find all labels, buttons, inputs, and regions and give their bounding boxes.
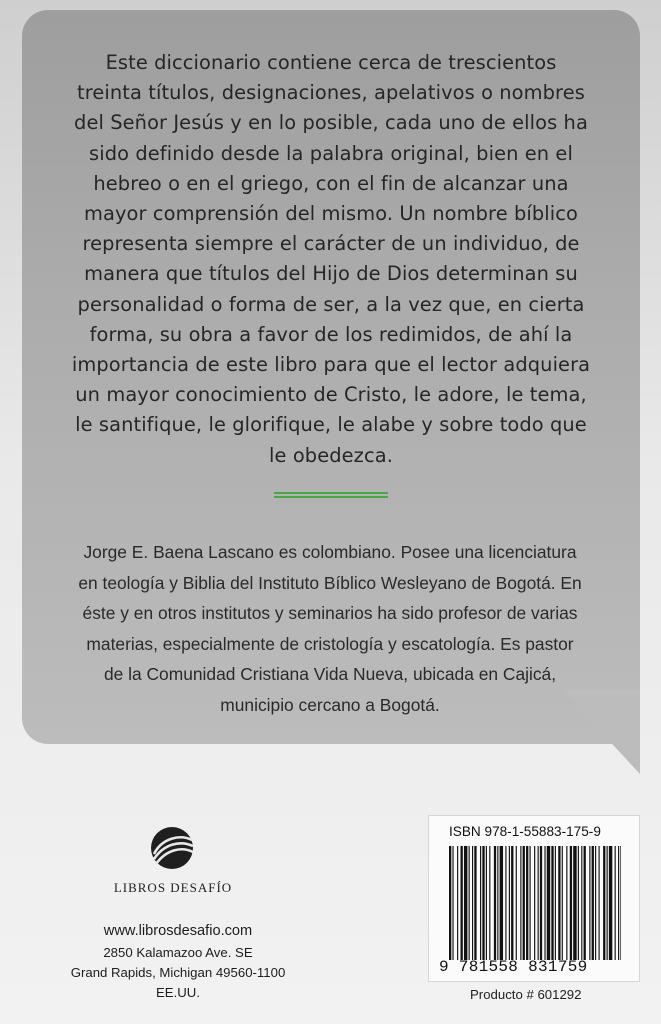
barcode-stripe	[482, 846, 484, 960]
barcode-stripe	[592, 846, 594, 960]
description-line: importancia de este libro para que el lector adquiera	[71, 353, 591, 377]
barcode-stripe	[570, 846, 572, 960]
barcode-stripe	[530, 846, 531, 960]
barcode-stripe	[534, 846, 535, 960]
address-line: EE.UU.	[156, 985, 200, 1000]
publisher-name: LIBROS DESAFÍO	[113, 880, 233, 895]
publisher-logo-icon	[148, 824, 196, 872]
description-line: hebreo o en el griego, con el fin de alcanzar una	[93, 171, 569, 195]
author-bio	[40, 537, 620, 721]
barcode-stripe	[474, 846, 476, 960]
barcode-stripe	[540, 846, 542, 960]
description-line: manera que títulos del Hijo de Dios determinan su	[84, 262, 578, 286]
barcode-stripe	[581, 846, 582, 960]
barcode-stripe	[618, 846, 619, 960]
barcode-stripe	[544, 846, 545, 960]
barcode-stripe	[595, 846, 596, 960]
barcode-stripe	[562, 846, 563, 960]
book-description	[44, 48, 618, 471]
description-line: mayor comprensión del mismo. Un nombre bíblico	[84, 202, 578, 226]
barcode-stripe	[607, 846, 608, 960]
barcode-stripe	[603, 846, 605, 960]
barcode-stripe	[464, 846, 467, 960]
divider-rule	[274, 496, 388, 498]
isbn-text: ISBN 978-1-55883-175-9	[449, 824, 601, 839]
description-line: forma, su obra a favor de los redimidos, de ahí la	[89, 322, 573, 346]
barcode-stripe	[566, 846, 567, 960]
barcode-stripe	[469, 846, 470, 960]
bio-line: Jorge E. Baena Lascano es colombiano. Posee una licenciatura	[83, 542, 577, 562]
barcode-digits: 9 781558 831759	[439, 958, 588, 976]
bio-line: municipio cercano a Bogotá.	[220, 694, 440, 715]
description-line: le obedezca.	[269, 443, 393, 467]
barcode-stripe	[480, 846, 481, 960]
barcode-icon	[449, 846, 621, 960]
barcode-stripe	[599, 846, 600, 960]
barcode-stripe	[523, 846, 525, 960]
barcode-stripe	[449, 846, 451, 960]
divider-rule	[274, 492, 388, 494]
barcode-stripe	[497, 846, 498, 960]
barcode-stripe	[551, 846, 553, 960]
description-line: le santifique, le glorifique, le alabe y sobre todo que	[75, 413, 587, 437]
barcode-stripe	[609, 846, 612, 960]
barcode-stripe	[505, 846, 506, 960]
barcode-stripe	[486, 846, 487, 960]
bio-line: en teología y Biblia del Instituto Bíblico Wesleyano de Bogotá. En	[78, 572, 582, 593]
barcode-stripe	[520, 846, 521, 960]
barcode-stripe	[494, 846, 496, 960]
address-line: 2850 Kalamazoo Ave. SE	[103, 945, 253, 960]
barcode-stripe	[620, 846, 621, 960]
barcode-stripe	[547, 846, 550, 960]
barcode-stripe	[558, 846, 560, 960]
barcode-stripe	[457, 846, 458, 960]
barcode-stripe	[509, 846, 510, 960]
publisher-address	[48, 921, 308, 1003]
bio-line: de la Comunidad Cristiana Vida Nueva, ubicada en Cajicá,	[103, 664, 557, 685]
barcode-stripe	[578, 846, 579, 960]
section-divider	[274, 492, 388, 502]
description-line: un mayor conocimiento de Cristo, le adore, le tema,	[75, 383, 587, 407]
bio-line: materias, especialmente de cristología y escatología. Es pastor	[86, 633, 574, 654]
description-line: del Señor Jesús y en lo posible, cada uno de ellos ha	[74, 111, 588, 135]
description-line: sido definido desde la palabra original, bien en el	[89, 141, 573, 165]
barcode-stripe	[589, 846, 590, 960]
barcode-stripe	[472, 846, 473, 960]
barcode-stripe	[538, 846, 539, 960]
barcode-stripe	[461, 846, 463, 960]
barcode-stripe	[489, 846, 490, 960]
barcode-stripe	[584, 846, 586, 960]
address-line: Grand Rapids, Michigan 49560-1100	[70, 965, 286, 980]
barcode-label	[428, 815, 640, 982]
description-line: representa siempre el carácter de un individuo, de	[82, 232, 580, 256]
barcode-stripe	[573, 846, 576, 960]
barcode-stripe	[555, 846, 556, 960]
barcode-stripe	[516, 846, 517, 960]
barcode-stripe	[526, 846, 528, 960]
description-line: Este diccionario contiene cerca de trescientos	[105, 51, 557, 74]
bio-line: éste y en otros institutos y seminarios ha sido profesor de varias	[82, 603, 578, 624]
product-code: Producto # 601292	[470, 987, 582, 1002]
barcode-stripe	[615, 846, 616, 960]
barcode-stripe	[511, 846, 513, 960]
barcode-stripe	[452, 846, 453, 960]
description-line: personalidad o forma de ser, a la vez que, en cierta	[77, 292, 585, 316]
description-line: treinta títulos, designaciones, apelativos o nombres	[77, 81, 585, 105]
publisher-website-link[interactable]: www.librosdesafio.com	[103, 923, 253, 939]
barcode-stripe	[500, 846, 503, 960]
